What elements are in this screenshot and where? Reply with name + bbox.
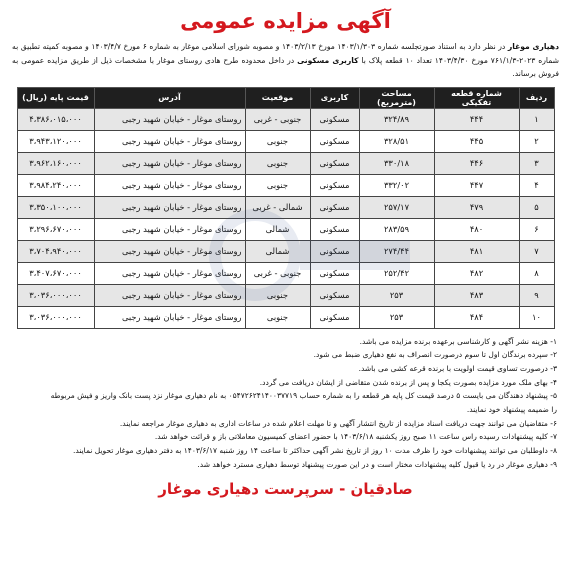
cell-position: جنوبی: [245, 152, 310, 174]
cell-row-number: ۶: [519, 218, 554, 240]
note-item: ۴- بهای ملک مورد مزایده بصورت یکجا و پس از برنده شدن متقاضی از ایشان دریافت می گردد.: [259, 377, 557, 387]
cell-row-number: ۵: [519, 196, 554, 218]
cell-address: روستای موغار - خیابان شهید رجبی: [94, 130, 245, 152]
cell-parcel-number: ۴۴۷: [434, 174, 519, 196]
signature: صادقیان - سرپرست دهیاری موغار: [158, 479, 413, 498]
cell-address: روستای موغار - خیابان شهید رجبی: [94, 108, 245, 130]
cell-address: روستای موغار - خیابان شهید رجبی: [94, 196, 245, 218]
col-row-number: ردیف: [519, 87, 554, 108]
cell-parcel-number: ۴۸۳: [434, 284, 519, 306]
table-row: [17, 218, 554, 240]
table-header-row: [17, 87, 554, 108]
note-item: ۵- پیشنهاد دهندگان می بایست ۵ درصد قیمت کل پایه هر قطعه را به شماره حساب ۰۵۴۷۲۶۲۴۱۴۰۰۳۷۷۱۹ به نام دهیاری موغار نزد پست بانک واریز و فیش مربوطه: [50, 391, 557, 401]
intro-org: دهیاری موغار: [507, 42, 559, 51]
cell-address: روستای موغار - خیابان شهید رجبی: [94, 152, 245, 174]
cell-parcel-number: ۴۴۴: [434, 108, 519, 130]
table-body: [17, 108, 554, 328]
cell-row-number: ۷: [519, 240, 554, 262]
cell-position: جنوبی: [245, 130, 310, 152]
cell-base-price: ۳،۴۰۷،۶۷۰،۰۰۰: [17, 262, 94, 284]
cell-area: ۳۳۲/۰۲: [359, 174, 434, 196]
cell-area: ۲۵۳: [359, 284, 434, 306]
cell-base-price: ۳،۰۳۶،۰۰۰،۰۰۰: [17, 306, 94, 328]
intro-text-1: در نظر دارد به استناد صورتجلسه شماره ۱۴۰۳/۱/۳۰۳ مورخ ۱۴۰۳/۲/۱۳ و مصوبه شورای اسلامی موغار به شماره ۶ مورخ ۱۴۰۳/۴/۷ و مصوبه کمیته تطبیق به شماره ۲۰۲۳-۷۶۱/۱/۳ مورخ ۱۴۰۳/۴/۳۰ تعداد ۱۰ قطعه پلاک با: [12, 42, 559, 65]
table-row: [17, 174, 554, 196]
cell-address: روستای موغار - خیابان شهید رجبی: [94, 174, 245, 196]
parcels-table: [17, 87, 555, 329]
cell-row-number: ۱: [519, 108, 554, 130]
cell-parcel-number: ۴۷۹: [434, 196, 519, 218]
cell-area: ۳۲۸/۵۱: [359, 130, 434, 152]
note-item: ۶- متقاضیان می توانند جهت دریافت اسناد مزایده از تاریخ انتشار آگهی و تا مهلت اعلام شده در ساعات اداری به دهیاری موغار مراجعه نمایند.: [119, 418, 557, 428]
note-item: را ضمیمه پیشنهاد خود نمایند.: [466, 405, 557, 415]
cell-area: ۲۵۳: [359, 306, 434, 328]
cell-parcel-number: ۴۸۲: [434, 262, 519, 284]
cell-base-price: ۳،۷۰۴،۹۴۰،۰۰۰: [17, 240, 94, 262]
cell-row-number: ۸: [519, 262, 554, 284]
cell-row-number: ۲: [519, 130, 554, 152]
cell-base-price: ۳،۳۵۰،۱۰۰،۰۰۰: [17, 196, 94, 218]
col-base-price: قیمت پایه (ریال): [17, 87, 94, 108]
table-row: [17, 152, 554, 174]
cell-area: ۲۵۷/۱۷: [359, 196, 434, 218]
cell-usage: مسکونی: [310, 262, 359, 284]
cell-position: جنوبی: [245, 284, 310, 306]
cell-usage: مسکونی: [310, 196, 359, 218]
cell-parcel-number: ۴۸۱: [434, 240, 519, 262]
cell-base-price: ۳،۲۹۶،۶۷۰،۰۰۰: [17, 218, 94, 240]
cell-position: شمالی: [245, 240, 310, 262]
table-row: [17, 240, 554, 262]
cell-position: جنوبی: [245, 306, 310, 328]
note-item: ۸- داوطلبان می توانند پیشنهادات خود را ظرف مدت ۱۰ روز از تاریخ نشر آگهی حداکثر تا ساعت ۱۴ روز شنبه ۱۴۰۳/۶/۱۷ به دفتر دهیاری موغار تحویل نمایند.: [73, 446, 557, 456]
cell-usage: مسکونی: [310, 240, 359, 262]
cell-address: روستای موغار - خیابان شهید رجبی: [94, 306, 245, 328]
cell-usage: مسکونی: [310, 152, 359, 174]
cell-area: ۲۸۳/۵۹: [359, 218, 434, 240]
cell-area: ۲۵۲/۴۲: [359, 262, 434, 284]
cell-usage: مسکونی: [310, 284, 359, 306]
cell-base-price: ۳،۹۸۴،۲۴۰،۰۰۰: [17, 174, 94, 196]
cell-address: روستای موغار - خیابان شهید رجبی: [94, 218, 245, 240]
note-item: ۱- هزینه نشر آگهی و کارشناسی برعهده برنده مزایده می باشد.: [359, 336, 557, 346]
cell-row-number: ۳: [519, 152, 554, 174]
cell-base-price: ۴،۳۸۶،۰۱۵،۰۰۰: [17, 108, 94, 130]
cell-position: جنوبی - غربی: [245, 262, 310, 284]
intro-usage: کاربری مسکونی: [297, 55, 359, 65]
table-row: [17, 284, 554, 306]
cell-address: روستای موغار - خیابان شهید رجبی: [94, 284, 245, 306]
cell-position: جنوبی - غربی: [245, 108, 310, 130]
cell-base-price: ۳،۰۳۶،۰۰۰،۰۰۰: [17, 284, 94, 306]
cell-parcel-number: ۴۴۶: [434, 152, 519, 174]
cell-row-number: ۹: [519, 284, 554, 306]
cell-address: روستای موغار - خیابان شهید رجبی: [94, 262, 245, 284]
cell-parcel-number: ۴۴۵: [434, 130, 519, 152]
cell-area: ۳۳۰/۱۸: [359, 152, 434, 174]
cell-base-price: ۳،۹۴۳،۱۲۰،۰۰۰: [17, 130, 94, 152]
cell-position: شمالی - غربی: [245, 196, 310, 218]
cell-area: ۳۲۴/۸۹: [359, 108, 434, 130]
cell-position: جنوبی: [245, 174, 310, 196]
cell-usage: مسکونی: [310, 174, 359, 196]
intro-text-2: در داخل محدوده طرح هادی روستای موغار با مشخصات ذیل از طریق مزایده عمومی به فروش برساند.: [12, 55, 559, 78]
table-row: [17, 108, 554, 130]
col-position: موقعیت: [245, 87, 310, 108]
cell-address: روستای موغار - خیابان شهید رجبی: [94, 240, 245, 262]
notice-title: آگهی مزایده عمومی: [180, 9, 391, 33]
col-parcel-number: شماره قطعه تفکیکی: [434, 87, 519, 108]
note-item: ۲- سپرده برندگان اول تا سوم درصورت انصراف به نفع دهیاری ضبط می شود.: [313, 350, 557, 360]
cell-base-price: ۳،۹۶۲،۱۶۰،۰۰۰: [17, 152, 94, 174]
cell-usage: مسکونی: [310, 130, 359, 152]
cell-parcel-number: ۴۸۰: [434, 218, 519, 240]
note-item: ۷- کلیه پیشنهادات رسیده راس ساعت ۱۱ صبح روز یکشنبه ۱۴۰۳/۶/۱۸ با حضور اعضای کمیسیون معاملاتی باز و قرائت خواهد شد.: [154, 432, 557, 442]
note-item: ۳- درصورت تساوی قیمت اولویت با برنده قرعه کشی می باشد.: [358, 363, 557, 373]
cell-usage: مسکونی: [310, 108, 359, 130]
col-usage: کاربری: [310, 87, 359, 108]
cell-usage: مسکونی: [310, 306, 359, 328]
col-address: آدرس: [94, 87, 245, 108]
table-row: [17, 196, 554, 218]
notes-list: [14, 335, 557, 472]
cell-parcel-number: ۴۸۴: [434, 306, 519, 328]
cell-usage: مسکونی: [310, 218, 359, 240]
note-item: ۹- دهیاری موغار در رد یا قبول کلیه پیشنهادات مختار است و در این صورت پیشنهاد توسط دهیاری مسترد خواهد شد.: [197, 459, 557, 469]
table-row: [17, 306, 554, 328]
cell-position: شمالی: [245, 218, 310, 240]
table-row: [17, 130, 554, 152]
col-area: مساحت (مترمربع): [359, 87, 434, 108]
cell-row-number: ۴: [519, 174, 554, 196]
cell-area: ۲۷۴/۴۴: [359, 240, 434, 262]
cell-row-number: ۱۰: [519, 306, 554, 328]
table-row: [17, 262, 554, 284]
notice-intro: [12, 40, 559, 81]
